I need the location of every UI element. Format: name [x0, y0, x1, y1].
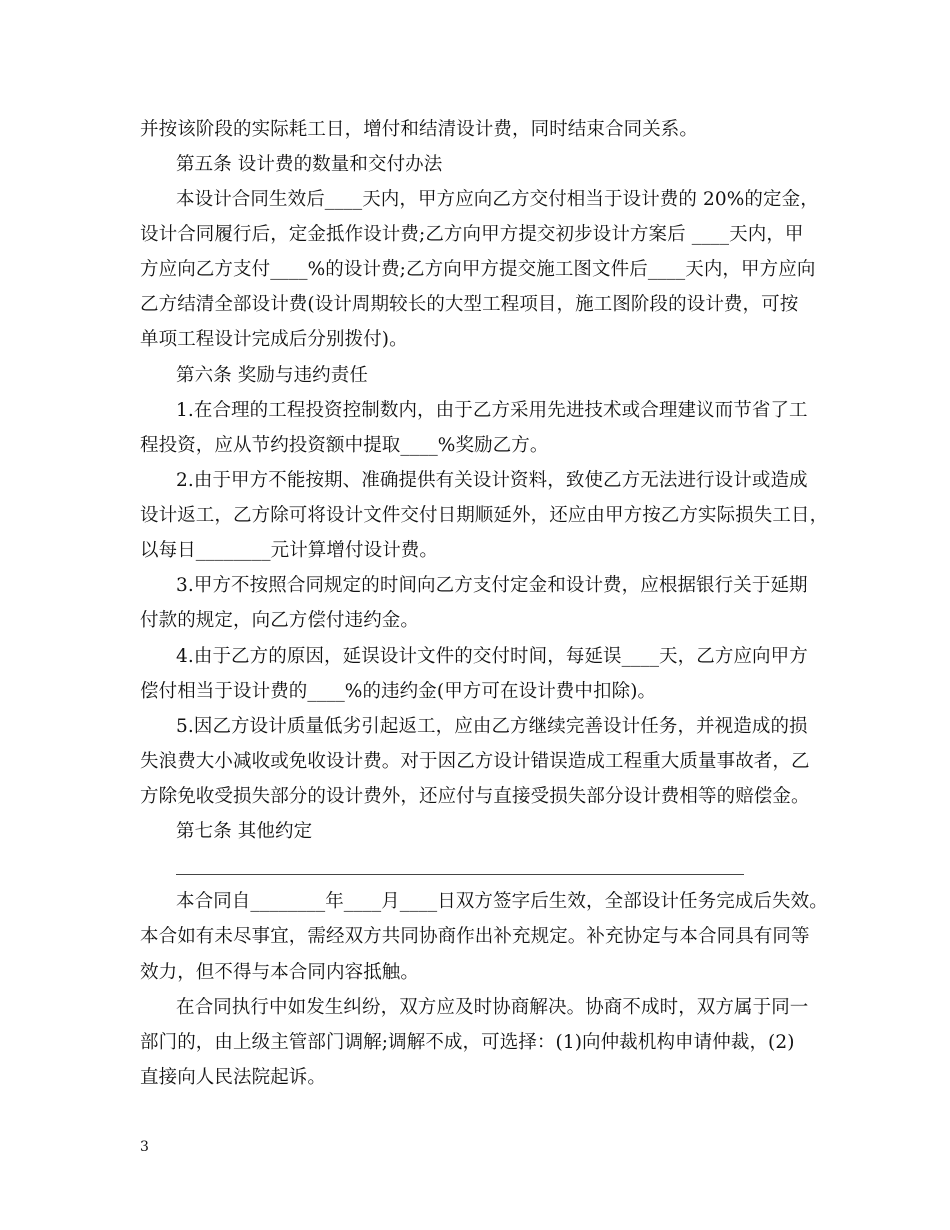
page-number: 3 — [140, 1139, 149, 1155]
paragraph-line: 以每日________元计算增付设计费。 — [140, 540, 439, 561]
paragraph-line: 并按该阶段的实际耗工日，增付和结清设计费，同时结束合同关系。 — [140, 119, 699, 140]
paragraph-line: 付款的规定，向乙方偿付违约金。 — [140, 610, 420, 631]
paragraph-line: 程投资，应从节约投资额中提取____%奖励乙方。 — [140, 435, 549, 456]
article-heading: 第五条 设计费的数量和交付办法 — [176, 154, 443, 175]
paragraph-line: 偿付相当于设计费的____%的违约金(甲方可在设计费中扣除)。 — [140, 681, 657, 702]
paragraph-line: 本设计合同生效后____天内，甲方应向乙方交付相当于设计费的 20%的定金， — [176, 189, 819, 210]
fill-in-underline — [176, 874, 744, 875]
paragraph-line: 方应向乙方支付____%的设计费;乙方向甲方提交施工图文件后____天内，甲方应向 — [140, 259, 816, 280]
paragraph-line: 部门的，由上级主管部门调解;调解不成，可选择：(1)向仲裁机构申请仲裁，(2) — [140, 1032, 795, 1053]
paragraph-line: 设计返工，乙方除可将设计文件交付日期顺延外，还应由甲方按乙方实际损失工日， — [140, 505, 829, 526]
paragraph-line: 4.由于乙方的原因，延误设计文件的交付时间，每延误____天，乙方应向甲方 — [176, 646, 808, 667]
paragraph-line: 失浪费大小减收或免收设计费。对于因乙方设计错误造成工程重大质量事故者，乙 — [140, 751, 810, 772]
paragraph-line: 5.因乙方设计质量低劣引起返工，应由乙方继续完善设计任务，并视造成的损 — [176, 716, 808, 737]
paragraph-line: 1.在合理的工程投资控制数内，由于乙方采用先进技术或合理建议而节省了工 — [176, 400, 808, 421]
paragraph-line: 2.由于甲方不能按期、准确提供有关设计资料，致使乙方无法进行设计或造成 — [176, 470, 808, 491]
paragraph-line: 乙方结清全部设计费(设计周期较长的大型工程项目，施工图阶段的设计费，可按 — [140, 294, 799, 315]
paragraph-line: 3.甲方不按照合同规定的时间向乙方支付定金和设计费，应根据银行关于延期 — [176, 575, 808, 596]
paragraph-line: 在合同执行中如发生纠纷，双方应及时协商解决。协商不成时，双方属于同一 — [176, 997, 809, 1018]
article-heading: 第六条 奖励与违约责任 — [176, 365, 368, 386]
paragraph-line: 本合如有未尽事宜，需经双方共同协商作出补充规定。补充协定与本合同具有同等 — [140, 926, 810, 947]
paragraph-line: 单项工程设计完成后分别拨付)。 — [140, 329, 408, 350]
paragraph-line: 效力，但不得与本合同内容抵触。 — [140, 962, 420, 983]
article-heading: 第七条 其他约定 — [176, 821, 313, 842]
paragraph-line: 方除免收受损失部分的设计费外，还应付与直接受损失部分设计费相等的赔偿金。 — [140, 786, 810, 807]
paragraph-line: 设计合同履行后，定金抵作设计费;乙方向甲方提交初步设计方案后 ____天内，甲 — [140, 224, 804, 245]
paragraph-line: 直接向人民法院起诉。 — [140, 1067, 327, 1088]
paragraph-line: 本合同自________年____月____日双方签字后生效，全部设计任务完成后失效。 — [176, 891, 828, 912]
